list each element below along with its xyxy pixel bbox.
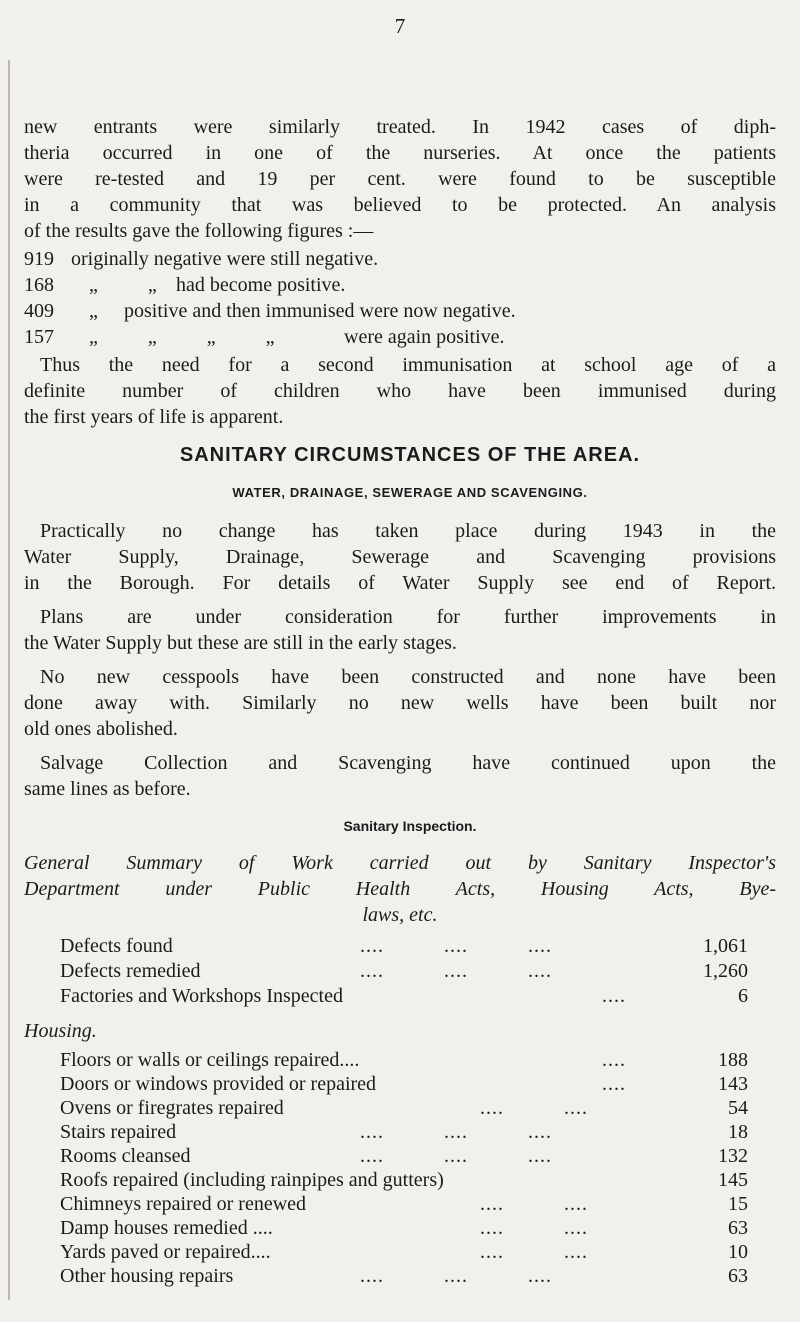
water-para-line: in the Borough. For details of Water Supply see end of Report. [24,572,776,594]
cesspools-para-line: old ones abolished. [24,718,178,740]
leader-dots: .... .... .... [360,1121,552,1143]
analysis-row [24,272,776,298]
housing-label: Other housing repairs [60,1265,234,1287]
housing-value: 63 [728,1265,748,1287]
summary-title-line: laws, etc. [362,904,438,926]
summary-label: Factories and Workshops Inspected [60,985,343,1007]
analysis-text: positive and then immunised were now negative. [124,300,516,322]
leader-dots: .... .... [480,1193,588,1215]
leader-dots: .... .... .... [360,1145,552,1167]
leader-dots: .... .... [480,1241,588,1263]
analysis-text: originally negative were still negative. [71,248,379,270]
housing-value: 15 [728,1193,748,1215]
analysis-row [24,298,776,324]
housing-value: 54 [728,1097,748,1119]
leader-dots: .... .... .... [360,1265,552,1287]
analysis-count: 409 [24,300,54,322]
summary-label: Defects found [60,935,173,957]
leader-dots: .... [602,985,626,1007]
heading-sanitary-inspection: Sanitary Inspection. [343,818,477,834]
intro-line: new entrants were similarly treated. In 1942 cases of diph- [24,116,776,138]
housing-value: 188 [718,1049,748,1071]
analysis-count: 919 [24,248,54,270]
summary-value: 1,061 [703,935,748,957]
analysis-row [24,324,776,350]
housing-label: Damp houses remedied .... [60,1217,273,1239]
housing-label: Roofs repaired (including rainpipes and gutters) [60,1169,444,1191]
housing-label: Ovens or firegrates repaired [60,1097,284,1119]
housing-value: 132 [718,1145,748,1167]
housing-label: Doors or windows provided or repaired [60,1073,377,1095]
heading-sanitary-circumstances: SANITARY CIRCUMSTANCES OF THE AREA. [179,444,641,466]
conclusion-line: Thus the need for a second immunisation at school age of a [40,354,776,376]
water-para-line: Practically no change has taken place during 1943 in the [40,520,776,542]
summary-title-line: Department under Public Health Acts, Housing Acts, Bye- [24,878,776,900]
housing-value: 143 [718,1073,748,1095]
salvage-para-line: Salvage Collection and Scavenging have continued upon the [40,752,776,774]
leader-dots: .... .... .... [360,960,552,982]
plans-para-line: Plans are under consideration for further improvements in [40,606,776,628]
housing-value: 18 [728,1121,748,1143]
leader-dots: .... .... [480,1097,588,1119]
water-para-line: Water Supply, Drainage, Sewerage and Scavenging provisions [24,546,776,568]
housing-value: 145 [718,1169,748,1191]
housing-label: Stairs repaired [60,1121,177,1143]
intro-line: were re-tested and 19 per cent. were found to be susceptible [24,168,776,190]
leader-dots: .... .... .... [360,935,552,957]
analysis-count: 168 [24,274,54,296]
housing-label: Yards paved or repaired.... [60,1241,271,1263]
analysis-count: 157 [24,326,54,348]
ditto-marks: „ „ „ „ [89,326,275,348]
page-edge-shadow [8,60,10,1300]
housing-label: Chimneys repaired or renewed [60,1193,307,1215]
summary-value: 6 [738,985,748,1007]
intro-line: in a community that was believed to be protected. An analysis [24,194,776,216]
heading-water-drainage: WATER, DRAINAGE, SEWERAGE AND SCAVENGING. [232,485,588,500]
cesspools-para-line: done away with. Similarly no new wells have been built nor [24,692,776,714]
summary-title-line: General Summary of Work carried out by Sanitary Inspector's [24,852,776,874]
ditto-marks: „ „ [89,274,157,296]
page-number: 7 [394,14,406,38]
conclusion-line: the first years of life is apparent. [24,406,284,428]
intro-line: of the results gave the following figures :— [24,220,374,242]
intro-line: theria occurred in one of the nurseries. At once the patients [24,142,776,164]
analysis-text: were again positive. [344,326,505,348]
ditto-marks: „ [89,300,98,322]
salvage-para-line: same lines as before. [24,778,191,800]
summary-value: 1,260 [703,960,748,982]
analysis-row [24,246,776,272]
plans-para-line: the Water Supply but these are still in the early stages. [24,632,457,654]
analysis-text: had become positive. [176,274,346,296]
housing-value: 63 [728,1217,748,1239]
conclusion-line: definite number of children who have been immunised during [24,380,776,402]
housing-value: 10 [728,1241,748,1263]
leader-dots: .... .... [480,1217,588,1239]
cesspools-para-line: No new cesspools have been constructed and none have been [40,666,776,688]
summary-label: Defects remedied [60,960,201,982]
housing-label: Floors or walls or ceilings repaired.... [60,1049,360,1071]
leader-dots: .... [602,1073,626,1095]
housing-label: Rooms cleansed [60,1145,191,1167]
housing-title: Housing. [24,1020,97,1042]
leader-dots: .... [602,1049,626,1071]
